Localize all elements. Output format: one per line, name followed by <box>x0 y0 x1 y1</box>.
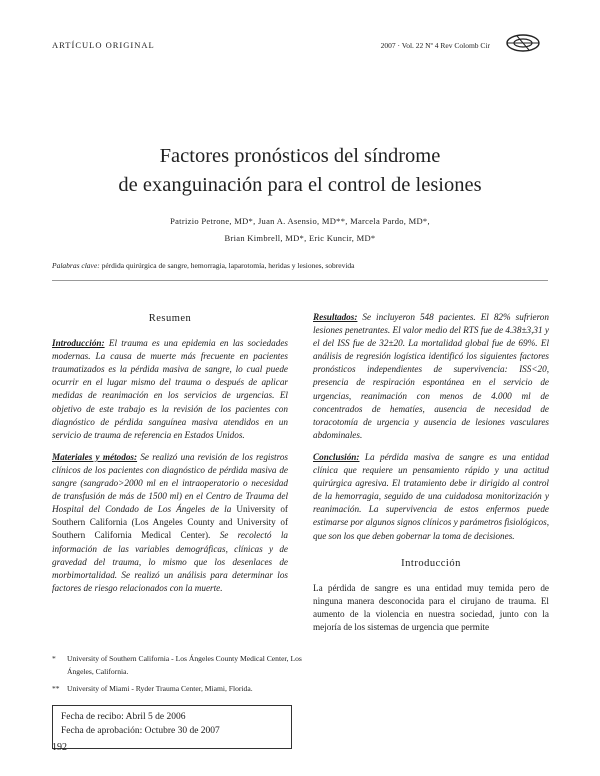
footnote-1 <box>52 653 314 678</box>
abstract-right-text <box>313 311 549 543</box>
abstract-left-column <box>52 312 288 604</box>
title-line-2: de exanguinación para el control de lesiones <box>118 174 482 196</box>
page-number: 192 <box>52 742 67 753</box>
footnote-mark: * <box>52 654 56 663</box>
footnote-mark: ** <box>52 684 60 693</box>
journal-logo-icon <box>505 33 541 53</box>
results-paragraph <box>313 311 549 442</box>
title-line-1: Factores pronósticos del síndrome <box>159 145 441 167</box>
intro-label: Introducción: <box>52 338 105 349</box>
intro-text: El trauma es una epidemia en las sociedades modernas. La causa de muerte más frecuente en pacientes traumatizados es la pérdida masiva de sangre, lo cual puede ocurrir en el lugar mismo del trauma o después de aplicar medidas de reanimación en los servicios de urgencias. El objetivo de este trabajo es la revisión de los pacientes con diagnóstico de pérdida sanguínea masiva atendidos en un servicio de trauma de referencia en Estados Unidos. <box>52 338 288 440</box>
journal-citation: 2007 · Vol. 22 Nº 4 Rev Colomb Cir <box>380 41 490 50</box>
footnote-2 <box>52 683 314 696</box>
intro-paragraph <box>52 337 288 442</box>
dates-box <box>52 705 292 749</box>
section-label: ARTÍCULO ORIGINAL <box>52 40 155 50</box>
methods-institution: University of Southern California (Los Angeles County and University of Southern California Medical Center). <box>52 504 288 541</box>
results-label: Resultados: <box>313 312 358 322</box>
results-text: Se incluyeron 548 pacientes. El 82% sufrieron lesiones penetrantes. El valor medio del RTS fue de 4.38±3,31 y el del ISS fue de 32±20. La mortalidad global fue de 69%. El análisis de regresión logística identificó los siguientes factores pronósticos independientes de supervivencia: ISS<20, presencia de respiración espontánea en el servicio de urgencias, reanimación con menos de 4.000 ml de concentrados de hematíes, ausencia de necesidad de toracotomía de urgencia y ausencia de lesiones vasculares abdominales. <box>313 312 549 440</box>
introduction-heading: Introducción <box>401 557 461 569</box>
conclusion-text: La pérdida masiva de sangre es una entidad clínica que requiere un pensamiento rápido y una actitud quirúrgica agresiva. El tratamiento debe ir dirigido al control de la hemorragia, seguido de una cuidadosa monitorización y reanimación. La supervivencia de estos enfermos puede estimarse por algunos signos clínicos y parámetros fisiológicos, que son los que deben gobernar la toma de decisiones. <box>313 451 549 541</box>
conclusion-label: Conclusión: <box>313 451 360 462</box>
authors-line-1: Patrizio Petrone, MD*, Juan A. Asensio, MD**, Marcela Pardo, MD*, <box>170 216 430 226</box>
abstract-heading: Resumen <box>148 313 192 324</box>
authors-line-2: Brian Kimbrell, MD*, Eric Kuncir, MD* <box>224 233 376 243</box>
received-date: Fecha de recibo: Abril 5 de 2006 <box>61 712 186 722</box>
methods-text-2: Se recolectó la información de las variables demográficas, clínicas y de gravedad del trauma, lo mismo que los desenlaces de morbimortalidad. Se realizó un análisis para determinar los factores de riesgo relacionados con la muerte. <box>52 530 288 593</box>
keywords <box>52 261 552 270</box>
introduction-paragraph: La pérdida de sangre es una entidad muy temida pero de ninguna manera desconocida para el cirujano de trauma. El aumento de la violencia en nuestra sociedad, junto con la mejoría de los sistemas de urgencia que permite <box>313 582 549 632</box>
footnote-text: University of Southern California - Los Ángeles County Medical Center, Los Ángeles, California. <box>67 654 302 676</box>
abstract-right-column <box>313 311 549 643</box>
approved-date: Fecha de aprobación: Octubre 30 de 2007 <box>61 726 220 736</box>
footnote-text: University of Miami - Ryder Trauma Center, Miami, Florida. <box>67 684 253 693</box>
divider <box>52 280 548 281</box>
keywords-text: pérdida quirúrgica de sangre, hemorragia, laparotomía, heridas y lesiones, sobrevida <box>99 261 355 270</box>
author-list <box>70 213 530 247</box>
methods-paragraph <box>52 451 288 595</box>
keywords-label: Palabras clave: <box>52 261 100 270</box>
methods-label: Materiales y métodos: <box>52 451 138 462</box>
conclusion-paragraph <box>313 451 549 543</box>
article-title <box>60 142 540 200</box>
methods-text-1: Se realizó una revisión de los registros clínicos de los pacientes con diagnóstico de pérdida masiva de sangre (sangrado>2000 ml en el intraoperatorio o necesidad de transfusión de más de 1500 ml) en el Centro de Trauma del Hospital del Condado de Los Ángeles de la <box>52 451 289 515</box>
